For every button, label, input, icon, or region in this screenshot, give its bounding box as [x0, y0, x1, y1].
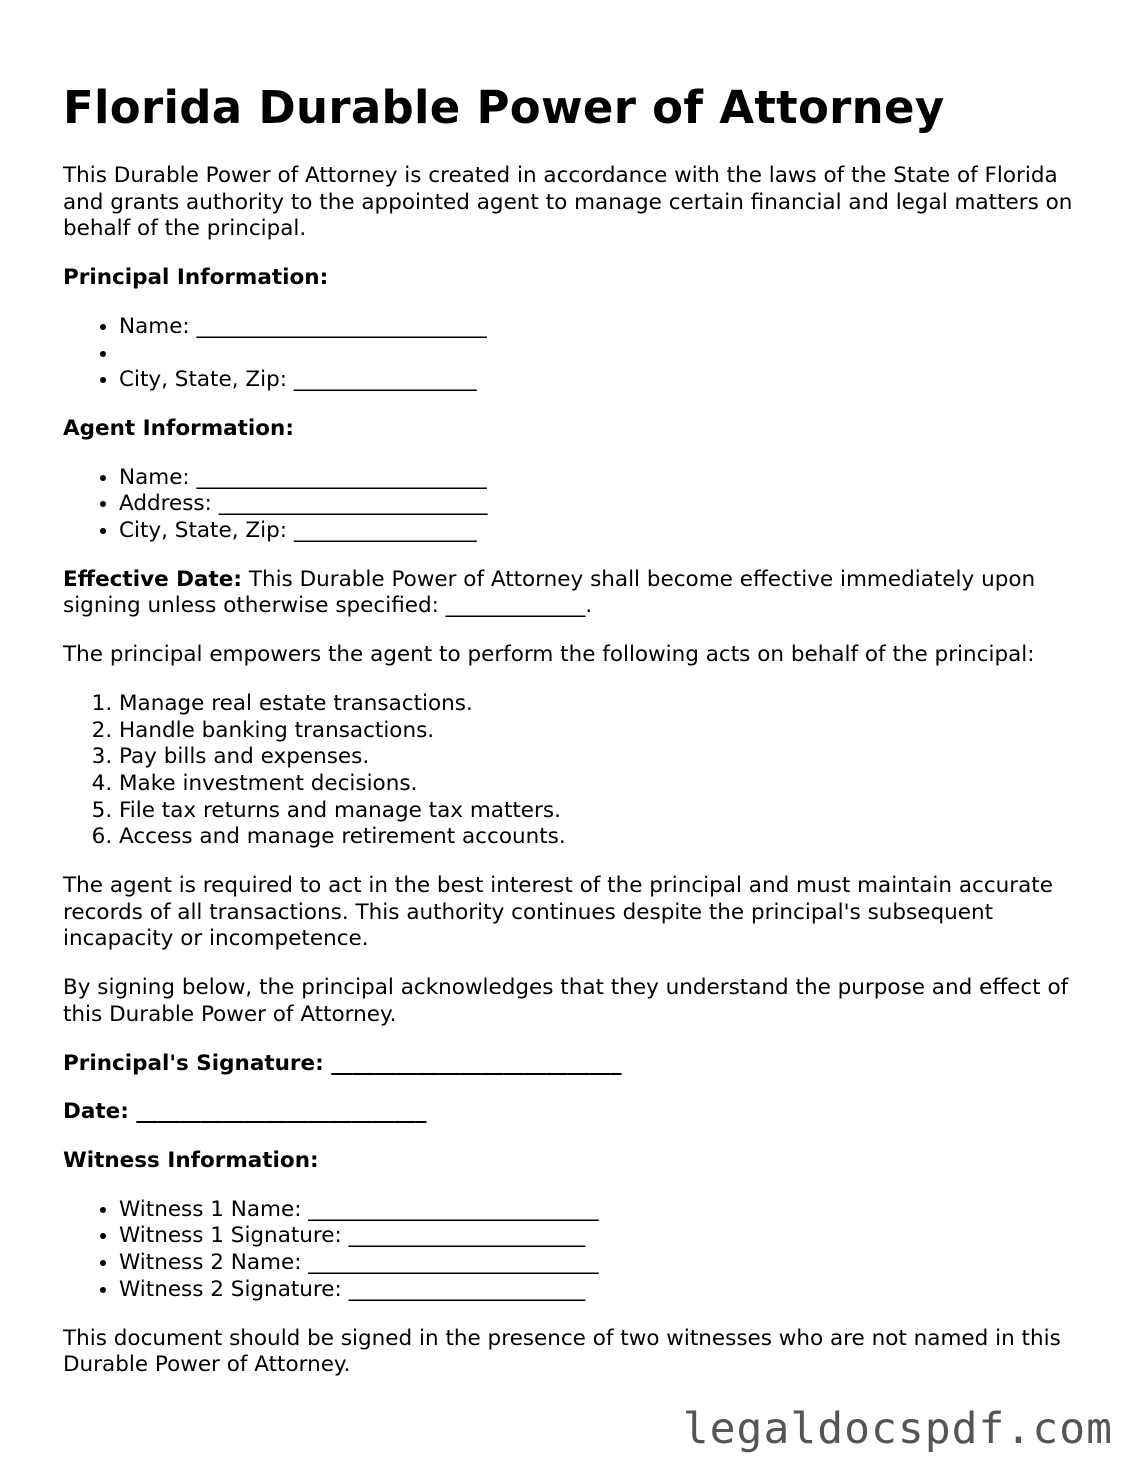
witness-info-heading: Witness Information: [63, 1147, 319, 1173]
witness-2-signature-field: • Witness 2 Signature: ______________________ [119, 1277, 1093, 1304]
witness-1-name-field: • Witness 1 Name: ___________________________ [119, 1197, 1093, 1224]
effective-date-text: This Durable Power of Attorney shall become effective immediately upon signing unless otherwise specified: _____________. [63, 566, 1036, 619]
agent-address-field: • Address: _________________________ [119, 491, 1093, 518]
principal-empty-item [119, 341, 1093, 368]
agent-info-heading: Agent Information: [63, 415, 294, 441]
principal-city-state-zip-field: • City, State, Zip: _________________ [119, 367, 1093, 394]
agent-info-list [63, 465, 1093, 545]
witness-2-name-field: • Witness 2 Name: ___________________________ [119, 1250, 1093, 1277]
agent-duty-paragraph: The agent is required to act in the best interest of the principal and must maintain accurate records of all transactions. This authority continues despite the principal's subsequent incapacity or incompetence. [63, 873, 1053, 952]
principal-name-field: • Name: ___________________________ [119, 314, 1093, 341]
principal-info-heading: Principal Information: [63, 265, 329, 291]
effective-date-label: Effective Date: [63, 566, 242, 592]
witness-1-signature-field: • Witness 1 Signature: ______________________ [119, 1223, 1093, 1250]
power-item: 3. Pay bills and expenses. [119, 744, 1093, 771]
witness-info-list [63, 1197, 1093, 1304]
powers-list [63, 691, 1093, 851]
power-item: 6. Access and manage retirement accounts. [119, 824, 1093, 851]
effective-date-paragraph [63, 567, 1093, 620]
power-item: 5. File tax returns and manage tax matters. [119, 798, 1093, 825]
principal-signature-line: Principal's Signature: ___________________________ [63, 1050, 622, 1076]
closing-note: This document should be signed in the presence of two witnesses who are not named in this Durable Power of Attorney. [63, 1325, 1061, 1378]
document-title: Florida Durable Power of Attorney [63, 81, 945, 134]
power-item: 4. Make investment decisions. [119, 771, 1093, 798]
agent-name-field: • Name: ___________________________ [119, 465, 1093, 492]
intro-paragraph: This Durable Power of Attorney is created in accordance with the laws of the State of Florida and grants authority to the appointed agent to manage certain financial and legal matters on behalf of the principal. [63, 163, 1073, 242]
watermark: legaldocspdf.com [682, 1404, 1113, 1454]
power-item: 2. Handle banking transactions. [119, 718, 1093, 745]
powers-intro: The principal empowers the agent to perform the following acts on behalf of the principal: [63, 642, 1035, 668]
document-page [63, 80, 1093, 1401]
power-item: 1. Manage real estate transactions. [119, 691, 1093, 718]
principal-info-list [63, 314, 1093, 394]
acknowledgement-paragraph: By signing below, the principal acknowledges that they understand the purpose and effect of this Durable Power of Attorney. [63, 975, 1069, 1027]
agent-city-state-zip-field: • City, State, Zip: _________________ [119, 518, 1093, 545]
date-line: Date: ___________________________ [63, 1099, 427, 1125]
